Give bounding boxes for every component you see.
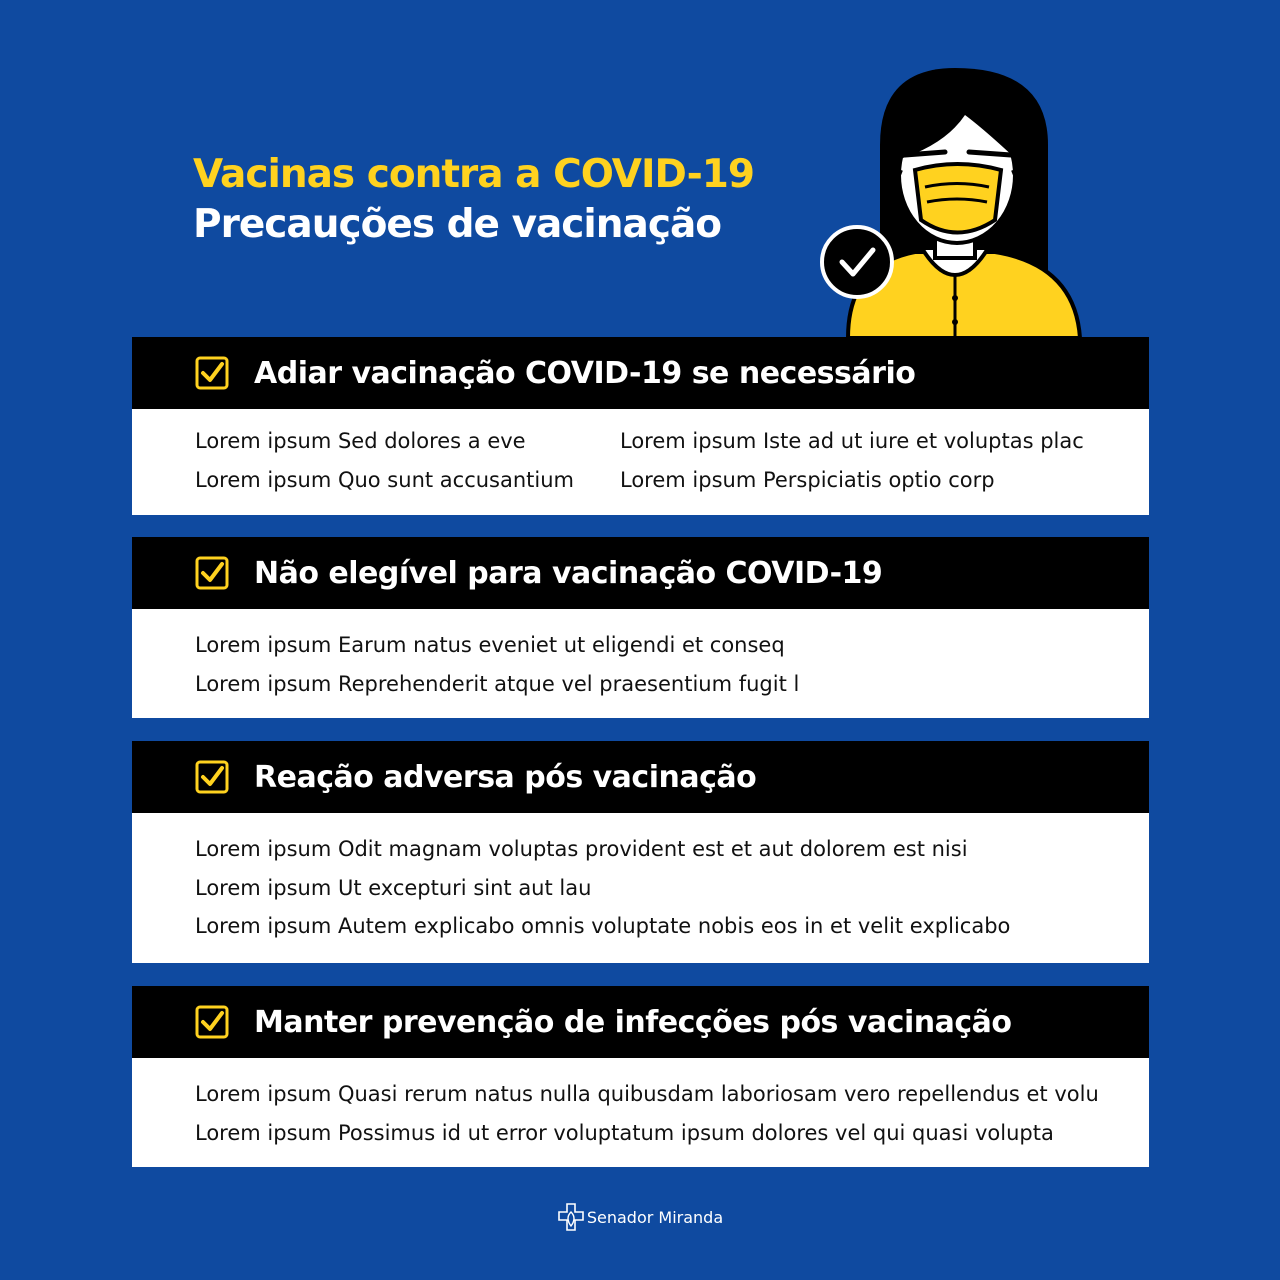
list-item: Lorem ipsum Quo sunt accusantium [195, 467, 575, 492]
section-body [132, 813, 1149, 963]
section-not-eligible [132, 537, 1149, 718]
section-header [132, 741, 1149, 813]
section-prevention [132, 986, 1149, 1167]
title-line-2: Precauções de vacinação [193, 202, 722, 247]
checkbox-checked-icon [195, 1005, 229, 1039]
section-title: Reação adversa pós vacinação [254, 759, 757, 795]
title-line-1: Vacinas contra a COVID-19 [193, 152, 755, 197]
checkbox-checked-icon [195, 556, 229, 590]
brand-name: Senador Miranda [586, 1207, 724, 1227]
section-header [132, 537, 1149, 609]
list-item: Lorem ipsum Odit magnam voluptas provident est et aut dolorem est nisi [195, 837, 968, 861]
section-body [132, 1058, 1149, 1167]
logo-icon [557, 1202, 585, 1232]
list-item: Lorem ipsum Ut excepturi sint aut lau [195, 875, 592, 900]
check-circle-icon [822, 227, 892, 297]
list-item: Lorem ipsum Earum natus eveniet ut eligendi et conseq [195, 633, 785, 657]
list-item: Lorem ipsum Autem explicabo omnis voluptate nobis eos in et velit explicabo [195, 914, 1011, 938]
section-title: Adiar vacinação COVID-19 se necessário [254, 355, 916, 391]
list-item: Lorem ipsum Reprehenderit atque vel praesentium fugit l [195, 671, 800, 696]
list-item: Lorem ipsum Sed dolores a eve [195, 429, 526, 453]
checkbox-checked-icon [195, 760, 229, 794]
section-title: Não elegível para vacinação COVID-19 [254, 555, 883, 591]
section-postpone [132, 337, 1149, 515]
section-title: Manter prevenção de infecções pós vacinação [254, 1004, 1012, 1040]
section-body [132, 409, 1149, 515]
list-item: Lorem ipsum Perspiciatis optio corp [620, 467, 995, 492]
section-header [132, 986, 1149, 1058]
checkbox-checked-icon [195, 356, 229, 390]
section-body [132, 609, 1149, 718]
section-adverse-reaction [132, 741, 1149, 963]
section-header [132, 337, 1149, 409]
list-item: Lorem ipsum Quasi rerum natus nulla quibusdam laboriosam vero repellendus et volu [195, 1082, 1099, 1106]
list-item: Lorem ipsum Possimus id ut error voluptatum ipsum dolores vel qui quasi volupta [195, 1120, 1054, 1145]
footer [0, 1202, 1280, 1232]
page-title [193, 150, 754, 250]
list-item: Lorem ipsum Iste ad ut iure et voluptas plac [620, 429, 1084, 453]
masked-person-illustration [805, 60, 1095, 338]
